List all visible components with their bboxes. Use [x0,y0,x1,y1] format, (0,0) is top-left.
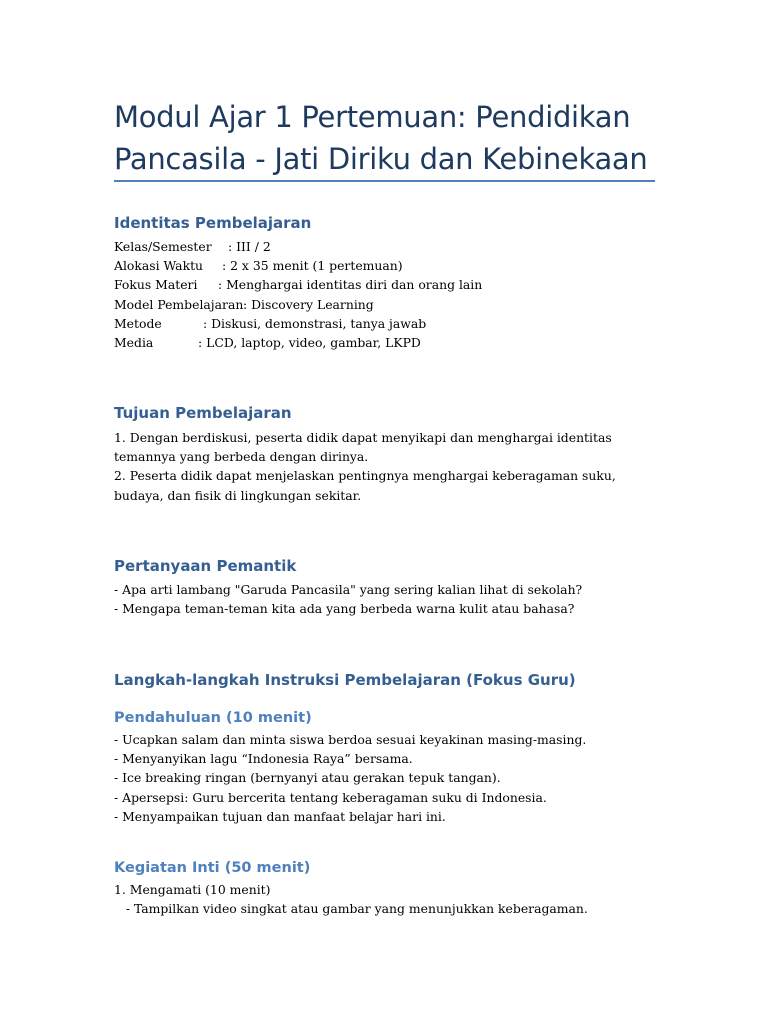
identitas-label: Metode [114,315,162,331]
identitas-label: Fokus Materi [114,277,198,293]
title-underline [114,180,655,182]
identitas-label: Media [114,334,154,350]
document-title: Modul Ajar 1 Pertemuan: Pendidikan Pancasila - Jati Diriku dan Kebinekaan [114,100,648,176]
inti-item: - Tampilkan video singkat atau gambar yang menunjukkan keberagaman. [114,901,588,917]
pendahuluan-item: - Menyanyikan lagu “Indonesia Raya” bersama. [114,751,413,767]
identitas-value: : Diskusi, demonstrasi, tanya jawab [203,315,427,331]
identitas-row [114,275,659,294]
inti-list [114,880,659,918]
identitas-row [114,333,659,352]
tujuan-item: 1. Dengan berdiskusi, peserta didik dapat menyikapi dan menghargai identitas temannya yang berbeda dengan dirinya. [114,430,612,465]
pendahuluan-list [114,730,659,826]
identitas-row [114,295,659,314]
identitas-value: : Menghargai identitas diri dan orang lain [218,277,483,293]
identitas-list [114,237,659,352]
pendahuluan-item: - Apersepsi: Guru bercerita tentang keberagaman suku di Indonesia. [114,789,547,805]
pendahuluan-item: - Ucapkan salam dan minta siswa berdoa sesuai keyakinan masing-masing. [114,732,587,747]
heading-identitas: Identitas Pembelajaran [114,214,312,232]
identitas-row [114,314,659,333]
pendahuluan-item: - Ice breaking ringan (bernyanyi atau gerakan tepuk tangan). [114,770,501,786]
pemantik-item: - Apa arti lambang "Garuda Pancasila" yang sering kalian lihat di sekolah? [114,582,583,597]
inti-item: 1. Mengamati (10 menit) [114,882,271,897]
identitas-row [114,237,659,256]
heading-pemantik: Pertanyaan Pemantik [114,557,297,575]
heading-kegiatan-inti: Kegiatan Inti (50 menit) [114,860,311,876]
pemantik-item: - Mengapa teman-teman kita ada yang berbeda warna kulit atau bahasa? [114,601,575,617]
identitas-row [114,256,659,275]
identitas-label: Model Pembelajaran [114,296,244,312]
identitas-value: : III / 2 [228,239,271,254]
identitas-value: : LCD, laptop, video, gambar, LKPD [198,334,421,350]
identitas-label: Kelas/Semester [114,239,212,254]
pendahuluan-item: - Menyampaikan tujuan dan manfaat belajar hari ini. [114,808,446,824]
identitas-value: : 2 x 35 menit (1 pertemuan) [222,258,403,274]
tujuan-item: 2. Peserta didik dapat menjelaskan pentingnya menghargai keberagaman suku, budaya, dan fisik di lingkungan sekitar. [114,468,616,503]
tujuan-list [114,428,659,505]
heading-pendahuluan: Pendahuluan (10 menit) [114,710,312,726]
heading-tujuan: Tujuan Pembelajaran [114,404,292,422]
identitas-label: Alokasi Waktu [114,258,204,274]
pemantik-list [114,580,659,618]
identitas-value: : Discovery Learning [243,296,374,312]
heading-langkah: Langkah-langkah Instruksi Pembelajaran (Fokus Guru) [114,671,576,689]
